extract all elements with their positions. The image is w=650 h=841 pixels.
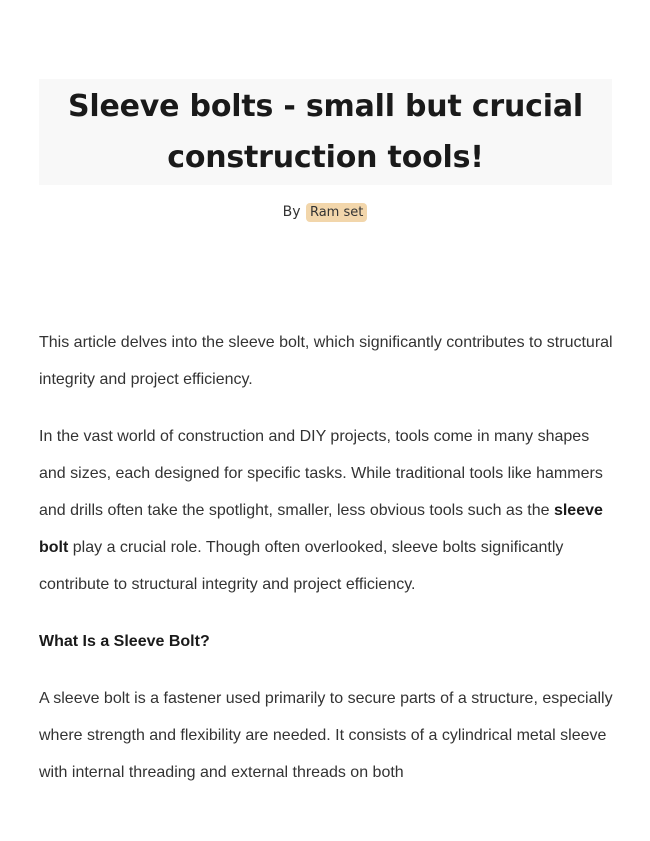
section-heading: What Is a Sleeve Bolt? xyxy=(39,633,210,650)
article-body xyxy=(39,324,617,811)
sleeve-bolt-emphasis: sleeve bolt xyxy=(39,502,603,556)
intro-paragraph: This article delves into the sleeve bolt, which significantly contributes to structural integrity and project efficiency. xyxy=(39,334,613,388)
article-title-line-1: Sleeve bolts - small but crucial xyxy=(68,89,583,124)
byline xyxy=(0,203,650,222)
article-title-line-2: construction tools! xyxy=(167,140,484,175)
article-title xyxy=(68,81,583,183)
definition-paragraph: A sleeve bolt is a fastener used primarily to secure parts of a structure, especially where strength and flexibility are needed. It consists of a cylindrical metal sleeve with internal threading and external threads on both xyxy=(39,690,613,781)
context-text-end: play a crucial role. Though often overlooked, sleeve bolts significantly contribute to structural integrity and project efficiency. xyxy=(39,539,564,593)
context-paragraph xyxy=(39,418,617,603)
title-block xyxy=(39,79,612,185)
context-text-start: In the vast world of construction and DIY projects, tools come in many shapes and sizes, each designed for specific tasks. While traditional tools like hammers and drills often take the spotlight, smaller, less obvious tools such as the xyxy=(39,428,603,519)
author-link[interactable]: Ram set xyxy=(306,203,367,222)
by-label: By xyxy=(282,204,301,220)
